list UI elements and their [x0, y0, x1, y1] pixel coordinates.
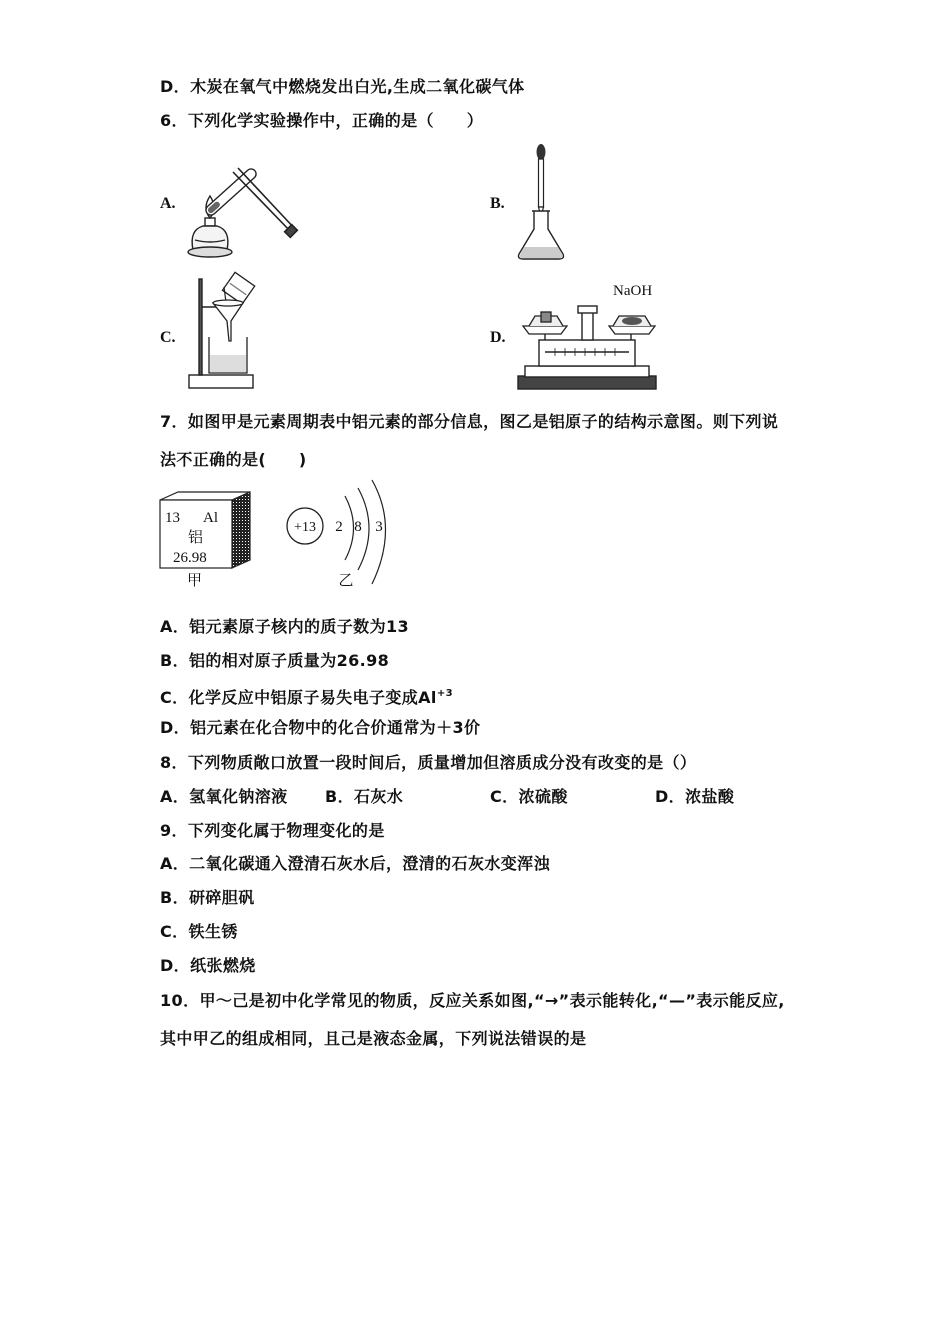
q9-option-c: C．铁生锈 — [160, 922, 238, 941]
funnel — [213, 300, 243, 341]
q6-figure-b-dropper-flask — [512, 143, 572, 261]
q8-option-a: A．氢氧化钠溶液 — [160, 787, 288, 806]
q6-option-b-label: B. — [490, 195, 505, 212]
q7-figure-yi-atomic-structure — [282, 478, 397, 590]
q5-option-d: D．木炭在氧气中燃烧发出白光,生成二氧化碳气体 — [160, 77, 525, 96]
q6-figure-d-naoh-label: NaOH — [613, 283, 653, 299]
q7-stem-line1: 7．如图甲是元素周期表中铝元素的部分信息，图乙是铝原子的结构示意图。则下列说 — [160, 412, 779, 431]
q7-option-c — [160, 684, 453, 708]
dropper — [537, 144, 546, 217]
q7-option-c-superscript: +3 — [436, 688, 453, 699]
q6-figure-d-balance — [515, 298, 660, 392]
q6-option-a-label: A. — [160, 195, 176, 212]
right-pan — [609, 316, 655, 334]
q7-figure-jia-periodic-cell — [158, 490, 253, 590]
element-symbol: Al — [203, 510, 218, 526]
test-tube — [204, 167, 258, 217]
q8-option-d: D．浓盐酸 — [655, 787, 735, 806]
q8-option-c: C．浓硫酸 — [490, 787, 568, 806]
q7-option-a: A．铝元素原子核内的质子数为13 — [160, 617, 410, 636]
q9-option-a: A．二氧化碳通入澄清石灰水后，澄清的石灰水变浑浊 — [160, 854, 550, 873]
pouring-beaker — [222, 272, 254, 304]
q9-stem: 9．下列变化属于物理变化的是 — [160, 821, 385, 840]
q8-option-b: B．石灰水 — [325, 787, 404, 806]
left-pan — [523, 312, 567, 334]
q6-figure-a-heating-test-tube — [183, 158, 298, 260]
conical-flask — [519, 211, 564, 259]
q6-figure-c-filtration — [186, 275, 268, 393]
q7-option-d: D．铝元素在化合物中的化合价通常为＋3价 — [160, 718, 481, 737]
nucleus-charge: +13 — [294, 520, 316, 535]
cell-side-face — [232, 492, 250, 568]
q9-option-d: D．纸张燃烧 — [160, 956, 256, 975]
receiving-beaker — [209, 337, 247, 373]
element-name: 铝 — [188, 530, 204, 546]
atomic-number: 13 — [165, 510, 180, 526]
figure-jia-caption: 甲 — [187, 573, 203, 589]
q6-stem: 6．下列化学实验操作中，正确的是（ ） — [160, 111, 484, 130]
figure-yi-caption: 乙 — [338, 573, 354, 589]
electron-shell-1 — [345, 496, 354, 560]
q7-option-b: B．铝的相对原子质量为26.98 — [160, 651, 390, 670]
q8-stem: 8．下列物质敞口放置一段时间后，质量增加但溶质成分没有改变的是（） — [160, 753, 697, 772]
shell-2-electrons: 8 — [354, 519, 362, 535]
shell-3-electrons: 3 — [375, 519, 383, 535]
q10-stem-line2: 其中甲乙的组成相同，且己是液态金属，下列说法错误的是 — [160, 1029, 587, 1048]
q6-option-c-label: C. — [160, 329, 176, 346]
q6-option-d-label: D. — [490, 329, 506, 346]
q9-option-b: B．研碎胆矾 — [160, 888, 255, 907]
atomic-mass: 26.98 — [173, 550, 207, 566]
q7-option-c-text: C．化学反应中铝原子易失电子变成Al — [160, 688, 437, 707]
shell-1-electrons: 2 — [335, 519, 343, 535]
q7-stem-line2: 法不正确的是( ) — [160, 450, 307, 469]
q10-stem-line1: 10．甲～己是初中化学常见的物质，反应关系如图,“→”表示能转化,“—”表示能反应, — [160, 991, 785, 1010]
